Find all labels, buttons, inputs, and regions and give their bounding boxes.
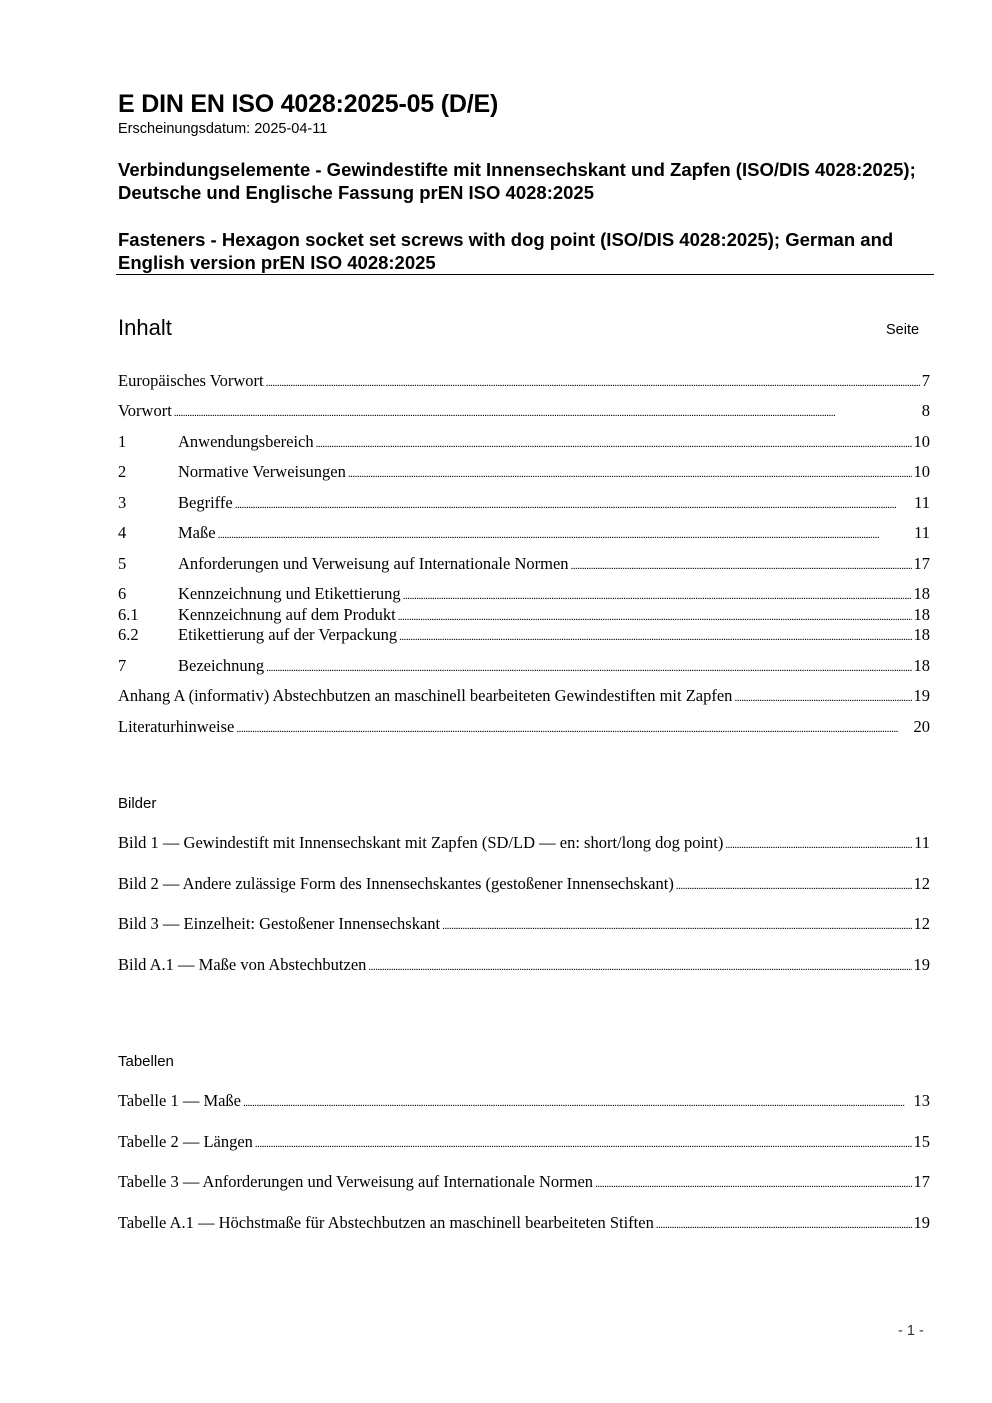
toc-entry-page: 19: [913, 686, 930, 705]
toc-entry-page: 11: [914, 523, 930, 542]
toc-leader-dots: [734, 686, 911, 708]
figure-entry-label: Bild 3 — Einzelheit: Gestoßener Innensechskant: [118, 914, 441, 933]
toc-leader-dots: [266, 656, 911, 678]
toc-entry-number: 6.2: [118, 625, 139, 644]
toc-entry-label: Kennzeichnung und Etikettierung: [178, 584, 401, 603]
toc-leader-dots: [571, 554, 912, 576]
toc-entry-label: Vorwort: [118, 401, 172, 420]
toc-entry[interactable]: [118, 371, 930, 391]
toc-entry-page: 11: [914, 493, 930, 512]
toc-leader-dots: [725, 833, 912, 855]
toc-entry-number: 5: [118, 554, 127, 573]
toc-entry[interactable]: [118, 401, 930, 421]
page-number: - 1 -: [898, 1323, 924, 1339]
subtitle-german: Verbindungselemente - Gewindestifte mit Innensechskant und Zapfen (ISO/DIS 4028:2025); Deutsche und Englische Fassung prEN ISO 4028:2025: [118, 159, 916, 203]
toc-entry-number: 1: [118, 432, 127, 451]
toc-entry-label: Normative Verweisungen: [178, 462, 346, 481]
toc-entry-page: 20: [913, 717, 930, 736]
toc-entry[interactable]: [118, 462, 930, 482]
toc-leader-dots: [243, 1091, 911, 1113]
figure-entry-label: Bild 2 — Andere zulässige Form des Innensechskantes (gestoßener Innensechskant): [118, 874, 674, 893]
header-divider: [116, 274, 934, 275]
toc-leader-dots: [399, 625, 911, 647]
toc-entry-label: Maße: [178, 523, 216, 542]
publication-date: Erscheinungsdatum: 2025-04-11: [118, 121, 328, 137]
table-entry-label: Tabelle A.1 — Höchstmaße für Abstechbutzen an maschinell bearbeiteten Stiften: [118, 1213, 654, 1232]
toc-page-column-label: Seite: [886, 322, 920, 338]
figure-entry-page: 12: [913, 874, 930, 893]
table-entry[interactable]: [118, 1091, 930, 1111]
toc-leader-dots: [218, 523, 913, 545]
toc-entry-label: Anforderungen und Verweisung auf Internationale Normen: [178, 554, 569, 573]
figure-entry-page: 11: [914, 833, 930, 852]
toc-entry-page: 17: [913, 554, 930, 573]
toc-leader-dots: [266, 371, 920, 393]
toc-entry-label: Kennzeichnung auf dem Produkt: [178, 605, 396, 624]
toc-leader-dots: [316, 432, 912, 454]
toc-entry[interactable]: [118, 686, 930, 706]
toc-entry[interactable]: [118, 584, 930, 604]
table-entry-label: Tabelle 3 — Anforderungen und Verweisung auf Internationale Normen: [118, 1172, 594, 1191]
toc-leader-dots: [676, 874, 912, 896]
document-title: E DIN EN ISO 4028:2025-05 (D/E): [118, 90, 499, 118]
toc-entry[interactable]: [118, 656, 930, 676]
table-entry[interactable]: [118, 1172, 930, 1192]
toc-leader-dots: [348, 462, 912, 484]
figure-entry-label: Bild 1 — Gewindestift mit Innensechskant mit Zapfen (SD/LD — en: short/long dog point): [118, 833, 724, 852]
toc-entry-number: 7: [118, 656, 127, 675]
figure-entry-label: Bild A.1 — Maße von Abstechbutzen: [118, 955, 367, 974]
toc-entry-page: 7: [921, 371, 930, 390]
toc-entry-number: 4: [118, 523, 127, 542]
figure-entry[interactable]: [118, 833, 930, 853]
subtitle-english: Fasteners - Hexagon socket set screws with dog point (ISO/DIS 4028:2025); German and English version prEN ISO 4028:2025: [118, 229, 894, 273]
table-entry-page: 19: [913, 1213, 930, 1232]
toc-leader-dots: [595, 1172, 911, 1194]
toc-entry[interactable]: [118, 523, 930, 543]
table-entry-page: 17: [913, 1172, 930, 1191]
toc-entry-label: Bezeichnung: [178, 656, 265, 675]
toc-entry[interactable]: [118, 432, 930, 452]
toc-entry-number: 6.1: [118, 605, 139, 624]
toc-entry-label: Anwendungsbereich: [178, 432, 314, 451]
table-entry-label: Tabelle 2 — Längen: [118, 1132, 253, 1151]
toc-entry-page: 18: [913, 584, 930, 603]
table-entry[interactable]: [118, 1132, 930, 1152]
toc-entry-number: 3: [118, 493, 127, 512]
toc-entry-page: 18: [913, 656, 930, 675]
toc-entry[interactable]: [118, 493, 930, 513]
figure-entry-page: 19: [913, 955, 930, 974]
toc-entry-label: Europäisches Vorwort: [118, 371, 264, 390]
toc-entry-page: 18: [913, 625, 930, 644]
table-entry-label: Tabelle 1 — Maße: [118, 1091, 242, 1110]
figure-entry[interactable]: [118, 874, 930, 894]
toc-entry-label: Begriffe: [178, 493, 233, 512]
toc-leader-dots: [235, 493, 912, 515]
toc-leader-dots: [442, 914, 911, 936]
figure-entry[interactable]: [118, 955, 930, 975]
tables-heading: Tabellen: [118, 1053, 174, 1070]
table-entry[interactable]: [118, 1213, 930, 1233]
toc-leader-dots: [255, 1132, 912, 1154]
toc-entry-number: 6: [118, 584, 127, 603]
toc-entry-label: Anhang A (informativ) Abstechbutzen an maschinell bearbeiteten Gewindestiften mit Zapfen: [118, 686, 733, 705]
toc-entry[interactable]: [118, 717, 930, 737]
toc-entry[interactable]: [118, 605, 930, 625]
toc-leader-dots: [236, 717, 911, 739]
toc-entry[interactable]: [118, 554, 930, 574]
figure-entry[interactable]: [118, 914, 930, 934]
figures-heading: Bilder: [118, 795, 157, 812]
toc-entry-page: 10: [913, 432, 930, 451]
toc-entry-page: 8: [921, 401, 930, 420]
table-entry-page: 13: [913, 1091, 930, 1110]
toc-leader-dots: [368, 955, 911, 977]
toc-leader-dots: [403, 584, 912, 606]
figure-entry-page: 12: [913, 914, 930, 933]
toc-entry-label: Literaturhinweise: [118, 717, 235, 736]
toc-entry-label: Etikettierung auf der Verpackung: [178, 625, 398, 644]
toc-heading: Inhalt: [118, 315, 172, 340]
toc-entry-number: 2: [118, 462, 127, 481]
toc-leader-dots: [656, 1213, 912, 1235]
toc-entry-page: 10: [913, 462, 930, 481]
toc-entry-page: 18: [913, 605, 930, 624]
table-entry-page: 15: [913, 1132, 930, 1151]
toc-leader-dots: [398, 605, 912, 627]
toc-entry[interactable]: [118, 625, 930, 645]
toc-leader-dots: [174, 401, 920, 423]
